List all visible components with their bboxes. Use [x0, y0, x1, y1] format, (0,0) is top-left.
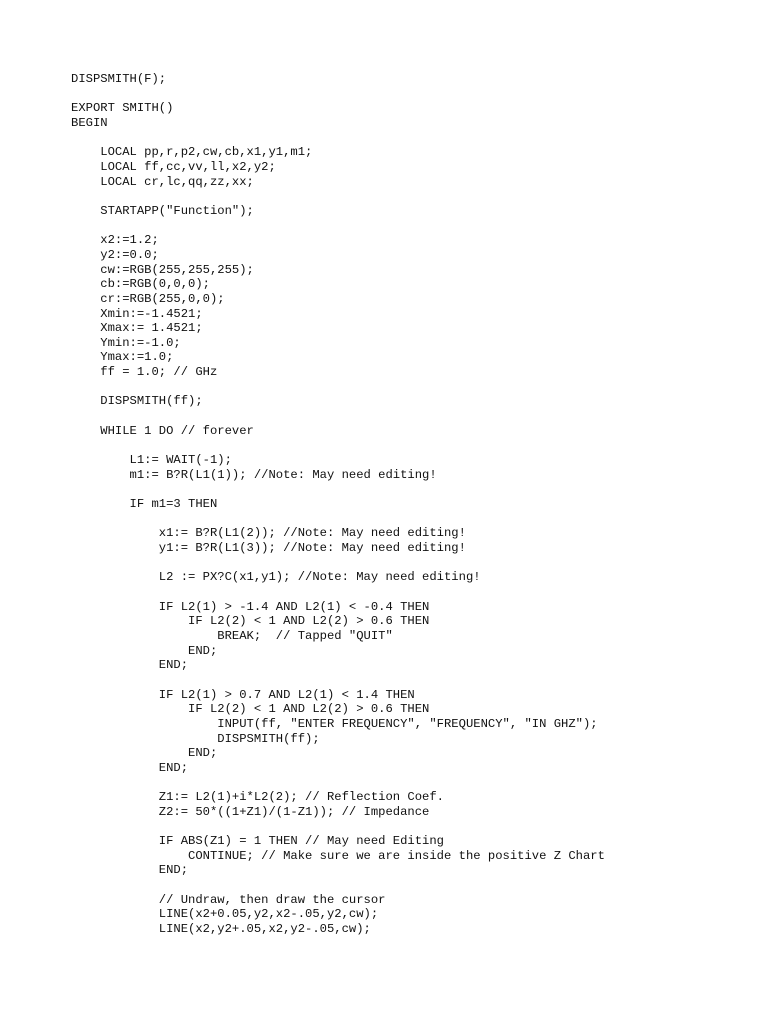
code-line: IF L2(1) > 0.7 AND L2(1) < 1.4 THEN [71, 687, 415, 702]
code-line [71, 438, 605, 453]
code-line: Xmax:= 1.4521; [71, 321, 203, 336]
code-line: m1:= B?R(L1(1)); //Note: May need editing! [71, 467, 437, 482]
code-line [71, 409, 605, 424]
code-line: CONTINUE; // Make sure we are inside the positive Z Chart [71, 848, 605, 863]
code-line: LINE(x2+0.05,y2,x2-.05,y2,cw); [71, 907, 379, 922]
code-line [71, 482, 605, 497]
code-line: END; [71, 746, 218, 761]
code-line [71, 878, 605, 893]
code-line [71, 776, 605, 791]
code-line: y1:= B?R(L1(3)); //Note: May need editing! [71, 541, 466, 555]
code-line: IF L2(2) < 1 AND L2(2) > 0.6 THEN [71, 702, 430, 717]
code-line: IF L2(1) > -1.4 AND L2(1) < -0.4 THEN [71, 599, 430, 614]
code-line: BREAK; // Tapped "QUIT" [71, 628, 393, 643]
code-line: Z1:= L2(1)+i*L2(2); // Reflection Coef. [71, 790, 444, 805]
code-line [71, 585, 605, 600]
code-line: IF ABS(Z1) = 1 THEN // May need Editing [71, 834, 444, 849]
code-line [71, 189, 605, 204]
code-line [71, 87, 605, 102]
code-line [71, 380, 605, 395]
code-line: EXPORT SMITH() [71, 101, 174, 116]
code-line: y2:=0.0; [71, 247, 159, 262]
code-line: DISPSMITH(ff); [71, 731, 320, 746]
code-line: LOCAL pp,r,p2,cw,cb,x1,y1,m1; [71, 145, 313, 160]
code-line: LOCAL cr,lc,qq,zz,xx; [71, 174, 254, 189]
code-line: INPUT(ff, "ENTER FREQUENCY", "FREQUENCY", "IN GHZ"); [71, 716, 598, 731]
code-line: END; [71, 863, 189, 878]
code-line: DISPSMITH(ff); [71, 394, 203, 409]
code-line: cw:=RGB(255,255,255); [71, 262, 254, 277]
code-line: END; [71, 760, 189, 775]
code-line: END; [71, 643, 218, 658]
code-line: STARTAPP("Function"); [71, 203, 254, 218]
code-listing [71, 72, 605, 937]
code-line [71, 819, 605, 834]
code-line: BEGIN [71, 115, 108, 130]
code-line: L1:= WAIT(-1); [71, 453, 232, 468]
code-line [71, 556, 605, 571]
code-line [71, 512, 605, 527]
code-line: x1:= B?R(L1(2)); //Note: May need editing! [71, 526, 466, 541]
code-line: IF L2(2) < 1 AND L2(2) > 0.6 THEN [71, 614, 430, 629]
code-line: L2 := PX?C(x1,y1); //Note: May need editing! [71, 570, 481, 585]
code-line: WHILE 1 DO // forever [71, 423, 254, 438]
code-line: IF m1=3 THEN [71, 497, 218, 512]
code-line: x2:=1.2; [71, 233, 159, 248]
code-line [71, 131, 605, 146]
code-line: Z2:= 50*((1+Z1)/(1-Z1)); // Impedance [71, 804, 430, 819]
code-line: Xmin:=-1.4521; [71, 306, 203, 321]
code-line: // Undraw, then draw the cursor [71, 892, 386, 907]
code-line: DISPSMITH(F); [71, 72, 167, 86]
code-line: Ymax:=1.0; [71, 350, 174, 365]
code-line: END; [71, 658, 189, 673]
code-line: cr:=RGB(255,0,0); [71, 291, 225, 306]
code-line: ff = 1.0; // GHz [71, 365, 218, 380]
code-line: LOCAL ff,cc,vv,ll,x2,y2; [71, 159, 276, 174]
code-line: Ymin:=-1.0; [71, 335, 181, 350]
code-line: LINE(x2,y2+.05,x2,y2-.05,cw); [71, 922, 371, 937]
code-line [71, 219, 605, 234]
code-line: cb:=RGB(0,0,0); [71, 277, 210, 292]
code-line [71, 673, 605, 688]
